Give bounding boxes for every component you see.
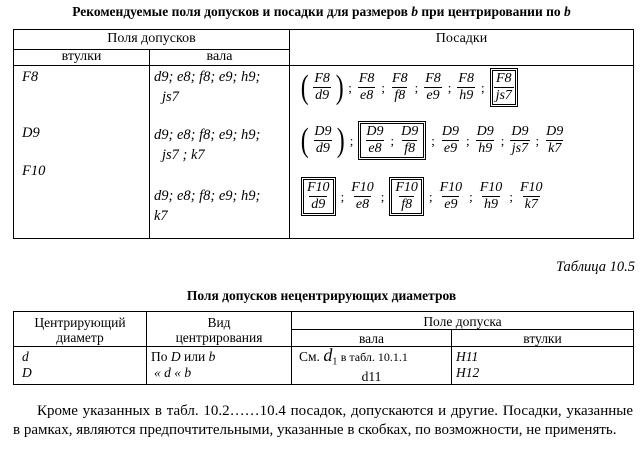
fit-f10-k7: $\frac{F10}{k7}$ (519, 180, 543, 212)
fit-d9-d9: $\frac{D9}{d9}$ (314, 124, 332, 156)
fit-f8-h9: $\frac{F8}{h9}$ (458, 71, 474, 103)
fit-d9-e8: $\frac{D9}{e8}$ (366, 124, 384, 156)
shaft-note: См. $d_1$ в табл. 10.1.1 (299, 345, 408, 368)
fit-f8-e8: $\frac{F8}{e8}$ (358, 71, 375, 103)
hole-h12: H12 (456, 365, 480, 380)
fit-f10-d9-preferred: $\frac{F10}{d9}$ (303, 179, 334, 214)
header-shaft2: вала (358, 331, 385, 346)
non-centering-table (13, 311, 634, 385)
type-row2: « d « b (154, 365, 192, 380)
header-fits: Посадки (435, 31, 488, 46)
fits-row-f8: ( $\frac{F8}{d9}$ ) ; $\frac{F8}{e8}$ ; $\frac{F8}{f8}$ ; $\frac{F8}{e9}$ ; $\frac{F8}{h9}$ ; $\frac{F8}{js7}$ (299, 70, 520, 105)
hole-d9: D9 (22, 125, 40, 141)
fit-f8-d9: $\frac{F8}{d9}$ (314, 71, 330, 103)
center-d: d (22, 349, 29, 364)
header-shaft: вала (206, 49, 233, 64)
fits-row-f10: $\frac{F10}{d9}$ ; $\frac{F10}{e8}$ ; $\frac{F10}{f8}$ ; $\frac{F10}{e9}$ ; $\frac{F10}{h9}$ ; $\frac{F10}{k7}$ (299, 179, 547, 214)
header-hole: втулки (61, 49, 102, 64)
body-paragraph: Кроме указанных в табл. 10.2……10.4 посадок, допускаются и другие. Посадки, указанные в рамках, являются предпочтительными, указанные в скобках, по возможности, не применять. (13, 403, 633, 438)
header-center: Центрирующий диаметр (34, 315, 126, 345)
header-fields: Поля допусков (107, 31, 196, 46)
fit-d9-k7: $\frac{D9}{k7}$ (546, 124, 564, 156)
hole-f10: F10 (22, 163, 46, 179)
fits-table (13, 29, 634, 239)
fit-d9-f8: $\frac{D9}{f8}$ (401, 124, 419, 156)
fit-d9-h9: $\frac{D9}{h9}$ (476, 124, 494, 156)
fit-f10-h9: $\frac{F10}{h9}$ (479, 180, 503, 212)
fits-row-d9: ( $\frac{D9}{d9}$ ) ; $\frac{D9}{e8}$ ; $\frac{D9}{f8}$ ; $\frac{D9}{e9}$ ; $\frac{D9}{h9}$ ; $\frac{D9}{js7}$ ; $\frac{D9}{k7}$ (300, 121, 564, 159)
fit-f10-e8: $\frac{F10}{e8}$ (351, 180, 374, 212)
fit-d9-e8-f8-preferred: $\frac{D9}{e8}$ ; $\frac{D9}{f8}$ (360, 123, 424, 158)
shaft-d11: d11 (361, 369, 382, 384)
table2-title: Поля допусков нецентрирующих диаметров (186, 288, 457, 303)
fit-f8-e9: $\frac{F8}{e9}$ (425, 71, 441, 103)
table-caption: Таблица 10.5 (556, 259, 635, 275)
fit-f8-js7-preferred: $\frac{F8}{js7}$ (492, 70, 516, 105)
fit-f10-e9: $\frac{F10}{e9}$ (439, 180, 463, 212)
fit-f10-f8-preferred: $\frac{F10}{f8}$ (391, 179, 422, 214)
shaft-row3: d9; e8; f8; e9; h9; k7 (154, 188, 261, 224)
table-title: Рекомендуемые поля допусков и посадки для размеров b при центрировании по b (72, 4, 571, 19)
type-row1: По D или b (151, 349, 216, 364)
fit-d9-js7: $\frac{D9}{js7}$ (511, 124, 529, 156)
hole-h11: H11 (456, 349, 479, 364)
header-type: Вид центрирования (175, 315, 263, 345)
shaft-row2: d9; e8; f8; e9; h9; js7 ; k7 (154, 127, 261, 163)
hole-f8: F8 (22, 69, 39, 85)
fit-f8-f8: $\frac{F8}{f8}$ (392, 71, 408, 103)
header-hole2: втулки (523, 331, 562, 346)
shaft-row1: d9; e8; f8; e9; h9; js7 (154, 69, 261, 105)
header-field: Поле допуска (423, 314, 502, 329)
center-D: D (22, 365, 32, 380)
fit-d9-e9: $\frac{D9}{e9}$ (441, 124, 460, 156)
